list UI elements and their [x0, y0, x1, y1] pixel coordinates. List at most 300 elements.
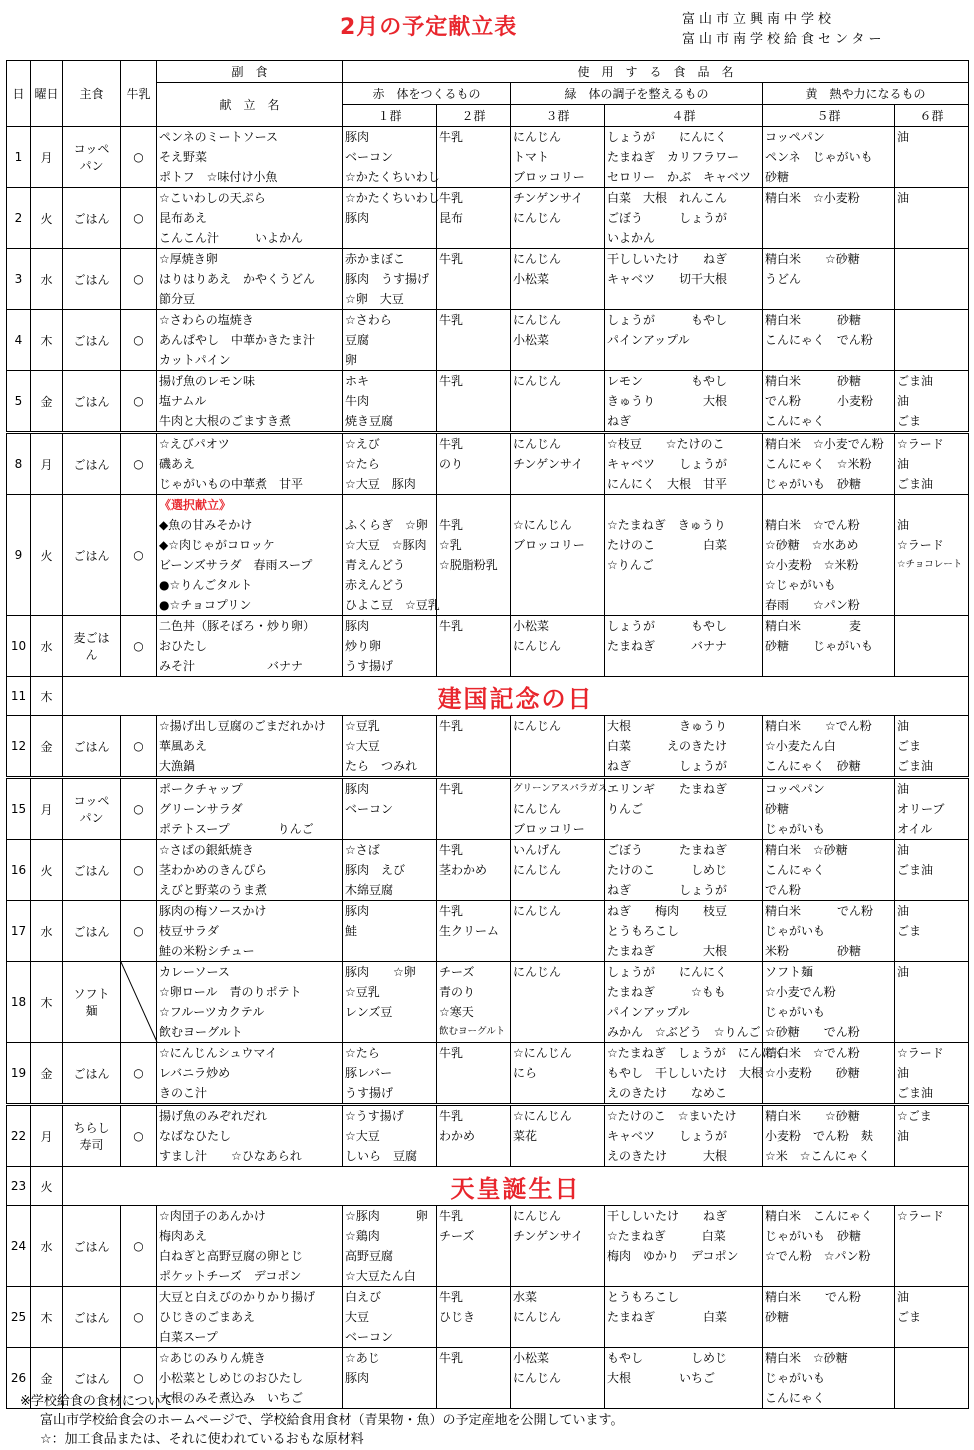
milk-cell [121, 962, 157, 1043]
g3-cell [511, 433, 605, 495]
g3-cell-line: グリーンアスパラガス [513, 783, 608, 794]
g2-cell-line: のり [439, 457, 464, 471]
milk-cell: ○ [121, 1043, 157, 1105]
menu-name-cell-line: 白ねぎと高野豆腐の卵とじ [159, 1249, 304, 1263]
g1-cell-line: 豆腐 [345, 333, 370, 347]
g6-cell-line: 油 [897, 719, 910, 733]
g2-cell-line [439, 1146, 510, 1166]
g4-cell-line: ごぼう たまねぎ [607, 843, 728, 857]
g3-cell-line: にんじん [513, 1310, 562, 1324]
col-g3: ３群 [511, 105, 605, 127]
g3-cell [511, 127, 605, 188]
g1-cell-line: ふくらぎ ☆卵 [345, 518, 428, 532]
menu-name-cell [157, 188, 343, 249]
g2-cell [437, 1287, 511, 1348]
g6-cell [895, 371, 969, 433]
weekday-cell: 火 [31, 495, 63, 616]
menu-name-cell-line: ☆さわらの塩焼き [159, 313, 254, 327]
col-weekday: 曜日 [31, 61, 63, 127]
g1-cell-line: ベーコン [345, 150, 394, 164]
weekday-cell: 月 [31, 1105, 63, 1167]
g1-cell-line: 鮭 [345, 924, 358, 938]
staple-cell: ごはん [63, 310, 121, 371]
g6-cell-line [897, 208, 968, 228]
g2-cell-line: ひじき [439, 1310, 476, 1324]
g4-cell-line: パインアップル [607, 1005, 690, 1019]
g5-cell-line: 精白米 ☆でん粉 [765, 518, 860, 532]
day-cell: 2 [7, 188, 31, 249]
g1-cell-line: 豚肉 [345, 130, 370, 144]
g2-cell-line [439, 736, 510, 756]
g2-cell-line: 牛乳 [439, 191, 464, 205]
g4-cell-line: キャベツ 切干大根 [607, 272, 728, 286]
g2-cell-line [439, 289, 510, 309]
g6-cell [895, 716, 969, 778]
g4-cell [605, 127, 763, 188]
g4-cell [605, 371, 763, 433]
g6-cell [895, 1348, 969, 1409]
g5-cell-line: 春雨 ☆パン粉 [765, 598, 860, 612]
school-line-1: 富山市立興南中学校 [682, 12, 836, 27]
g5-cell-line: 精白米 ☆砂糖 [765, 1351, 848, 1365]
g6-cell [895, 616, 969, 677]
menu-body [7, 127, 969, 1409]
g6-cell-line [897, 1002, 968, 1022]
g6-cell-line: 油 [897, 965, 910, 979]
day-cell: 17 [7, 901, 31, 962]
g6-cell-line: ごま油 [897, 374, 934, 388]
g2-cell [437, 901, 511, 962]
g2-cell [437, 371, 511, 433]
g4-cell-line: キャベツ しょうが [607, 457, 728, 471]
g4-cell [605, 1348, 763, 1409]
menu-name-cell-line: ☆厚焼き卵 [159, 252, 218, 266]
g6-cell-line [897, 167, 968, 187]
g5-cell [763, 1287, 895, 1348]
menu-name-cell-line: 白菜スープ [159, 1330, 218, 1344]
g2-cell-line [439, 350, 510, 370]
table-row [7, 371, 969, 433]
g4-cell [605, 840, 763, 901]
g6-cell-line: ☆チョコレート [897, 559, 963, 570]
g2-cell-line: チーズ [439, 965, 475, 979]
g3-cell-line [513, 228, 604, 248]
menu-name-cell-line: ◆魚の甘みそかけ [159, 518, 253, 532]
g6-cell-line [897, 1327, 968, 1347]
g1-cell-line: 豚肉 [345, 782, 370, 796]
g2-cell [437, 616, 511, 677]
menu-name-cell-line: ☆フルーツカクテル [159, 1005, 265, 1019]
menu-name-cell-line: ポテトスープ りんご [159, 822, 314, 836]
g6-cell-line: ☆ごま [897, 1109, 932, 1123]
g3-cell-line: 菜花 [513, 1129, 538, 1143]
g2-cell-line: わかめ [439, 1129, 476, 1143]
g1-cell-line [345, 941, 436, 961]
menu-name-cell-line: 牛肉と大根のごますき煮 [159, 414, 292, 428]
g6-cell [895, 188, 969, 249]
slash-line [121, 962, 157, 1042]
g1-cell-line: 大豆 [345, 1310, 370, 1324]
g2-cell-line [439, 1083, 510, 1103]
g3-cell-line [513, 736, 604, 756]
g3-cell-line: ブロッコリー [513, 170, 585, 184]
menu-name-cell-line: 揚げ魚のレモン味 [159, 374, 256, 388]
menu-name-cell-line: ☆こいわしの天ぷら [159, 191, 266, 205]
g5-cell-line: でん粉 小麦粉 [765, 394, 874, 408]
g5-cell-line: 米粉 砂糖 [765, 944, 862, 958]
menu-name-cell-line: 大漁鍋 [159, 759, 196, 773]
g6-cell-line [897, 636, 968, 656]
g1-cell [343, 778, 437, 840]
g5-cell-line [765, 495, 894, 515]
g1-cell-line: ☆あじ [345, 1351, 380, 1365]
g4-cell-line: しょうが にんにく [607, 965, 728, 979]
g3-cell-line [513, 1246, 604, 1266]
staple-cell: ごはん [63, 1287, 121, 1348]
g6-cell [895, 840, 969, 901]
table-row [7, 1287, 969, 1348]
table-row [7, 127, 969, 188]
col-foods: 使 用 す る 食 品 名 [343, 61, 969, 83]
g2-cell-line: 牛乳 [439, 1351, 464, 1365]
g5-cell-line: ☆小麦粉 砂糖 [765, 1066, 860, 1080]
menu-name-cell [157, 716, 343, 778]
g6-cell-line [897, 575, 968, 595]
g4-cell-line: 大根 いちご [607, 1371, 716, 1385]
menu-name-cell [157, 1287, 343, 1348]
g4-cell-line: ねぎ しょうが [607, 883, 728, 897]
g5-cell-line: 砂糖 [765, 170, 790, 184]
g3-cell-line: トマト [513, 150, 550, 164]
g1-cell [343, 310, 437, 371]
g4-cell-line: ☆枝豆 ☆たけのこ [607, 437, 725, 451]
g4-cell-line: ねぎ しょうが [607, 759, 728, 773]
g4-cell-line: レモン もやし [607, 374, 728, 388]
holiday-name: 建国記念の日 [63, 677, 969, 716]
g3-cell-line: にんじん [513, 802, 562, 816]
g5-cell-line: 精白米 砂糖 [765, 374, 862, 388]
g3-cell-line: にんじん [513, 211, 562, 225]
g6-cell-line: ☆ラード [897, 437, 944, 451]
staple-cell: ごはん [63, 495, 121, 616]
g1-cell-line: ☆えび [345, 437, 380, 451]
g3-cell-line [513, 411, 604, 431]
g4-cell-line [607, 656, 762, 676]
g2-cell-line: 牛乳 [439, 1209, 464, 1223]
g4-cell-line: 干ししいたけ ねぎ [607, 1209, 728, 1223]
g2-cell [437, 778, 511, 840]
staple-cell: ごはん [63, 716, 121, 778]
g1-cell-line: しいら 豆腐 [345, 1149, 418, 1163]
g3-cell [511, 249, 605, 310]
col-g6: ６群 [895, 105, 969, 127]
g4-cell [605, 1206, 763, 1287]
g6-cell-line [897, 147, 968, 167]
g3-cell-line [513, 756, 604, 776]
g5-cell-line: こんにゃく 砂糖 [765, 759, 861, 773]
g5-cell-line: 砂糖 じゃがいも [765, 639, 874, 653]
school-name [682, 10, 885, 50]
col-day: 日 [7, 61, 31, 127]
g4-cell-line: しょうが もやし [607, 313, 728, 327]
staple-cell: ごはん [63, 1043, 121, 1105]
g3-cell-line: にんじん [513, 639, 562, 653]
g3-cell-line: にら [513, 1066, 538, 1080]
g5-cell-line: コッペパン [765, 130, 825, 144]
g5-cell-line: 精白米 砂糖 [765, 313, 862, 327]
g3-cell-line: ☆にんじん [513, 1046, 572, 1060]
g1-cell [343, 1287, 437, 1348]
staple-cell: ちらし寿司 [63, 1105, 121, 1167]
g6-cell-line [897, 1348, 968, 1368]
milk-cell: ○ [121, 1287, 157, 1348]
day-cell: 19 [7, 1043, 31, 1105]
g6-cell-line [897, 1368, 968, 1388]
g4-cell-line: ごぼう しょうが [607, 211, 728, 225]
g4-cell-line: 干ししいたけ ねぎ [607, 252, 728, 266]
menu-table [6, 60, 969, 1409]
g4-cell-line: もやし 干ししいたけ 大根 [607, 1066, 764, 1080]
g3-cell [511, 616, 605, 677]
weekday-cell: 水 [31, 1206, 63, 1287]
g3-cell-line [513, 1002, 604, 1022]
g2-cell-line [439, 391, 510, 411]
g3-cell [511, 310, 605, 371]
g4-cell [605, 1043, 786, 1105]
g1-cell [343, 249, 437, 310]
day-cell: 26 [7, 1348, 31, 1409]
g5-cell-line: 砂糖 [765, 1310, 790, 1324]
menu-name-cell-line: 揚げ魚のみぞれだれ [159, 1109, 268, 1123]
g5-cell-line: 精白米 麦 [765, 619, 862, 633]
g5-cell-line: ソフト麺 [765, 965, 814, 979]
g6-cell [895, 310, 969, 371]
col-milk: 牛乳 [121, 61, 157, 127]
weekday-cell: 金 [31, 1348, 63, 1409]
staple-cell: コッペパン [63, 778, 121, 840]
day-cell: 1 [7, 127, 31, 188]
g4-cell-line [607, 1388, 762, 1408]
g2-cell-line: チーズ [439, 1229, 475, 1243]
g5-cell-line [765, 289, 894, 309]
note-website: 富山市学校給食会のホームページで、学校給食用食材（青果物・魚）の予定産地を公開しています。 [40, 1413, 624, 1428]
g6-cell-line: 油 [897, 1290, 910, 1304]
g6-cell [895, 778, 969, 840]
note-legend: ☆：加工食品または、それに使われているおもな原材料 [40, 1432, 364, 1447]
g6-cell-line [897, 228, 968, 248]
g6-cell-line: ごま [897, 414, 922, 428]
table-row [7, 249, 969, 310]
g4-cell-line: たまねぎ カリフラワー [607, 150, 740, 164]
g3-cell [511, 495, 605, 616]
menu-name-cell-line: ☆肉団子のあんかけ [159, 1209, 266, 1223]
g3-cell-line: ☆にんじん [513, 1109, 572, 1123]
g4-cell-line: たまねぎ 白菜 [607, 1310, 728, 1324]
day-cell: 16 [7, 840, 31, 901]
g6-cell-line [897, 289, 968, 309]
g3-cell-line: 水菜 [513, 1290, 538, 1304]
g2-cell-line: 飲むヨーグルト [439, 1026, 506, 1037]
g2-cell-line [439, 880, 510, 900]
weekday-cell: 木 [31, 310, 63, 371]
g4-cell-line: キャベツ しょうが [607, 1129, 728, 1143]
g3-cell-line: にんじん [513, 1209, 562, 1223]
g5-cell-line: 精白米 こんにゃく [765, 1209, 873, 1223]
g2-cell [437, 1206, 511, 1287]
menu-name-cell [157, 371, 343, 433]
g3-cell [511, 1105, 605, 1167]
g2-cell-line: 牛乳 [439, 252, 464, 266]
g5-cell-line: ☆でん粉 ☆パン粉 [765, 1249, 871, 1263]
g3-cell [511, 716, 605, 778]
g2-cell-line: ☆乳 [439, 538, 462, 552]
g1-cell-line: ☆大豆 ☆豚肉 [345, 538, 427, 552]
g3-cell-line: にんじん [513, 719, 562, 733]
g1-cell-line: ホキ [345, 374, 370, 388]
g3-cell-line [513, 595, 604, 615]
g5-cell-line: コッペパン [765, 782, 825, 796]
g2-cell-line [439, 147, 510, 167]
g4-cell-line: ねぎ [607, 414, 632, 428]
g6-cell [895, 1206, 969, 1287]
g6-cell-line: オリーブ [897, 802, 945, 816]
menu-name-cell-line: ポトフ ☆味付け小魚 [159, 170, 278, 184]
g3-cell [511, 962, 605, 1043]
g3-cell-line: ☆にんじん [513, 518, 572, 532]
g5-cell-line: じゃがいも 砂糖 [765, 477, 862, 491]
g3-cell-line [513, 921, 604, 941]
holiday-row [7, 677, 969, 716]
g5-cell [763, 1206, 895, 1287]
g4-cell-line: たまねぎ 大根 [607, 944, 728, 958]
g1-cell-line: 豚肉 [345, 1371, 370, 1385]
g5-cell-line: じゃがいも 砂糖 [765, 1229, 862, 1243]
g4-cell [605, 188, 763, 249]
day-cell: 25 [7, 1287, 31, 1348]
g5-cell-line: 精白米 ☆砂糖 [765, 1109, 860, 1123]
table-row [7, 840, 969, 901]
g4-cell-line: ☆りんご [607, 558, 654, 572]
staple-cell: ごはん [63, 249, 121, 310]
menu-name-cell-line: グリーンサラダ [159, 802, 243, 816]
menu-name-cell-line: ☆にんじんシュウマイ [159, 1046, 278, 1060]
g5-cell-line: じゃがいも [765, 822, 826, 836]
weekday-cell: 木 [31, 677, 63, 716]
g2-cell-line [439, 819, 510, 839]
g4-cell-line: エリンギ たまねぎ [607, 782, 728, 796]
g3-cell-line [513, 289, 604, 309]
g4-cell-line: もやし しめじ [607, 1351, 728, 1365]
milk-cell: ○ [121, 840, 157, 901]
g3-cell-line: 小松菜 [513, 272, 550, 286]
g4-cell-line: しょうが にんにく [607, 130, 728, 144]
g2-cell [437, 127, 511, 188]
menu-name-cell [157, 495, 343, 616]
g6-cell [895, 1043, 969, 1105]
g6-cell [895, 249, 969, 310]
g1-cell-line: 牛肉 [345, 394, 370, 408]
g3-cell-line: チンゲンサイ [513, 191, 584, 205]
table-row [7, 188, 969, 249]
g5-cell-line [765, 228, 894, 248]
g5-cell-line [765, 1327, 894, 1347]
menu-name-cell-line: 鮭の米粉シチュー [159, 944, 255, 958]
g5-cell-line [765, 350, 894, 370]
g6-cell-line [897, 330, 968, 350]
g3-cell-line [513, 880, 604, 900]
g6-cell-line: ごま油 [897, 477, 934, 491]
g4-cell [605, 778, 763, 840]
weekday-cell: 金 [31, 371, 63, 433]
milk-cell: ○ [121, 716, 157, 778]
g6-cell-line: ごま [897, 924, 922, 938]
col-g4: ４群 [605, 105, 763, 127]
g2-cell-line: 牛乳 [439, 437, 464, 451]
g5-cell [763, 616, 895, 677]
g2-cell-line [439, 411, 510, 431]
g4-cell-line: 大根 きゅうり [607, 719, 728, 733]
g3-cell [511, 1206, 605, 1287]
g1-cell-line [345, 1022, 436, 1042]
g6-cell-line [897, 880, 968, 900]
g3-cell-line: 小松菜 [513, 619, 550, 633]
menu-name-cell-line: じゃがいもの中華煮 甘平 [159, 477, 304, 491]
day-cell: 24 [7, 1206, 31, 1287]
day-cell: 5 [7, 371, 31, 433]
weekday-cell: 月 [31, 127, 63, 188]
g1-cell-line: 豚肉 [345, 211, 370, 225]
g5-cell-line: ☆小麦たん白 [765, 739, 836, 753]
g6-cell-line [897, 982, 968, 1002]
g4-cell-line: しょうが もやし [607, 619, 728, 633]
table-row [7, 962, 969, 1043]
g3-cell-line: チンゲンサイ [513, 457, 584, 471]
g5-cell-line: ☆砂糖 ☆水あめ [765, 538, 859, 552]
g3-cell-line: にんじん [513, 437, 562, 451]
g3-cell-line [513, 1266, 604, 1286]
g1-cell-line: 炒り卵 [345, 639, 382, 653]
g5-cell [763, 1348, 895, 1409]
g6-cell-line [897, 1022, 968, 1042]
menu-name-cell-line: カットパイン [159, 353, 231, 367]
staple-cell: 麦ごはん [63, 616, 121, 677]
g1-cell [343, 962, 437, 1043]
g4-cell-line: りんご [607, 802, 644, 816]
g5-cell-line [765, 208, 894, 228]
g5-cell-line: こんにゃく [765, 414, 825, 428]
g5-cell-line: 精白米 ☆でん粉 [765, 1046, 860, 1060]
menu-name-cell-line: ポークチャップ [159, 782, 243, 796]
weekday-cell: 月 [31, 433, 63, 495]
g3-cell-line: にんじん [513, 1371, 562, 1385]
holiday-row [7, 1167, 969, 1206]
staple-cell: ごはん [63, 901, 121, 962]
g2-cell-line: 生クリーム [439, 924, 500, 938]
menu-name-cell [157, 127, 343, 188]
menu-name-cell-line: えびと野菜のうま煮 [159, 883, 268, 897]
g3-cell-line [513, 391, 604, 411]
g3-cell-line [513, 555, 604, 575]
day-cell: 15 [7, 778, 31, 840]
g2-cell-line: 青のり [439, 985, 476, 999]
g5-cell [763, 778, 895, 840]
g5-cell-line: こんにゃく [765, 863, 825, 877]
day-cell: 4 [7, 310, 31, 371]
g6-cell [895, 433, 969, 495]
g5-cell [763, 310, 895, 371]
g2-cell [437, 433, 511, 495]
menu-name-cell-line: ●☆りんごタルト [159, 578, 253, 592]
